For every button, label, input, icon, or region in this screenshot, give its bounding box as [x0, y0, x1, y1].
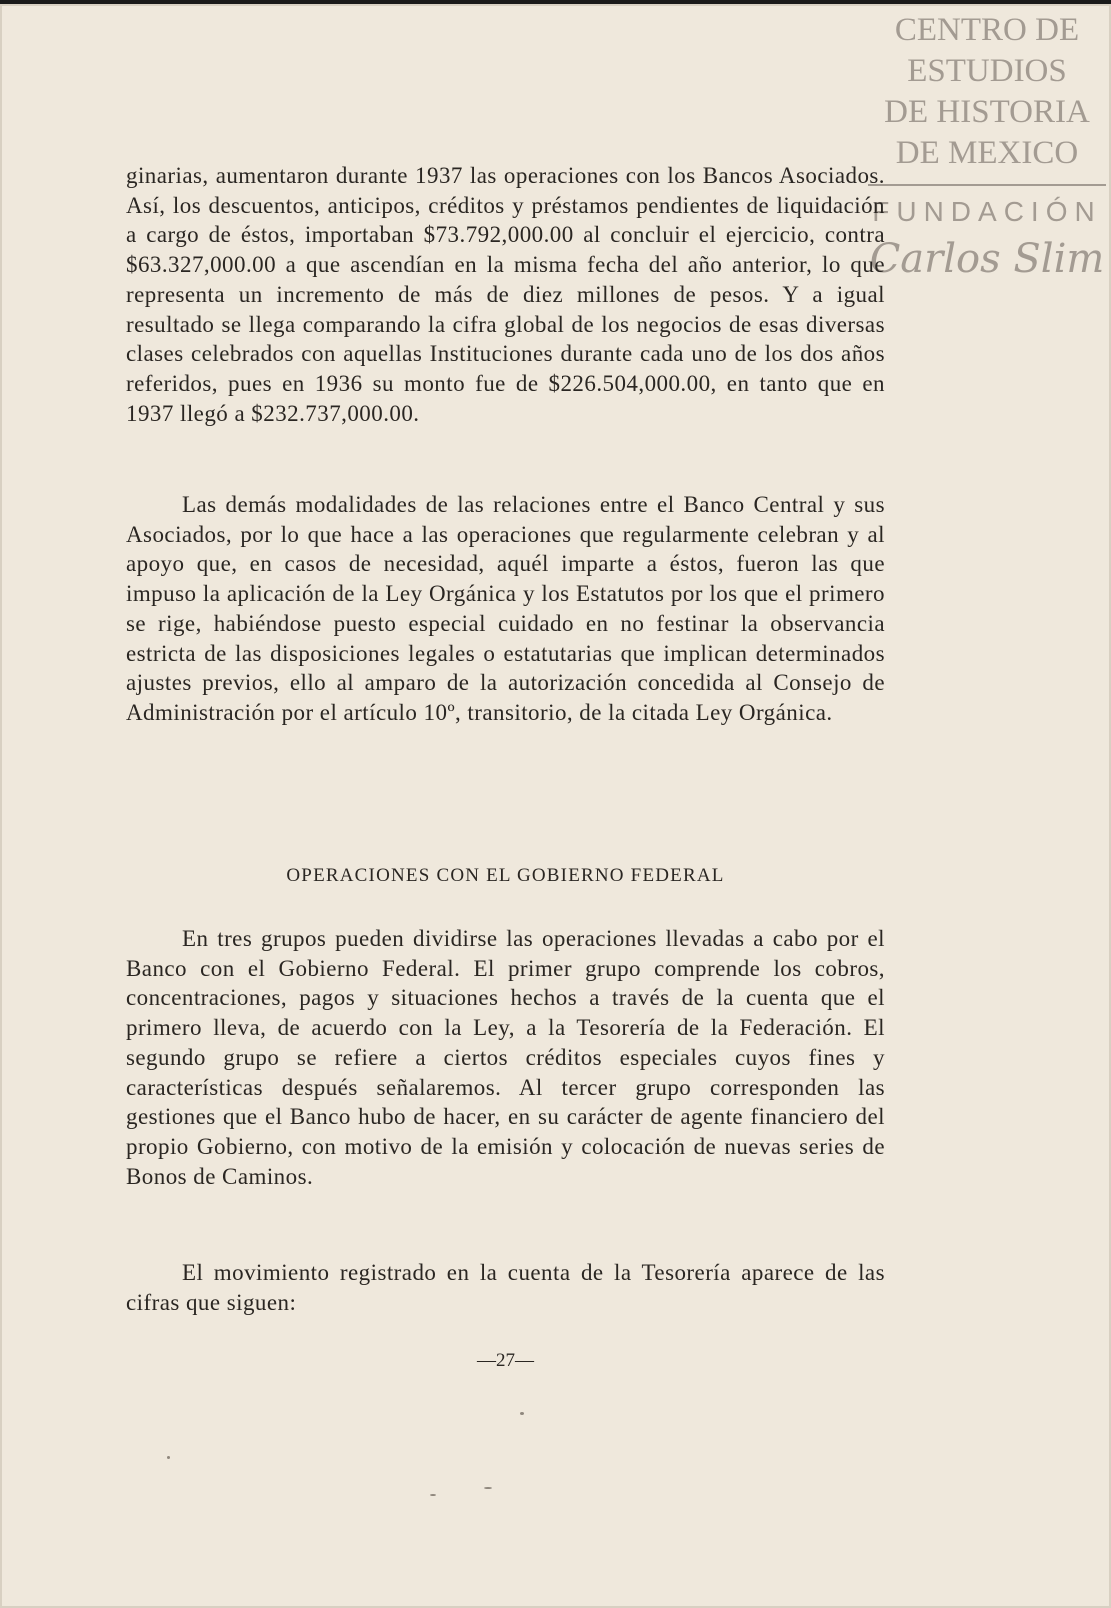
paragraph-text: Las demás modalidades de las relaciones entre el Banco Central y sus Asociados, por lo que hace a las operaciones que regularmente celebran y al apoyo que, en casos de necesidad, aquél imparte a éstos, fueron las que impuso la aplicación de la Ley Orgánica y los Estatutos por los que el primero se rige, habiéndose puesto especial cuidado en no festinar la observancia estricta de las disposiciones legales o estatutarias que implican determinados ajustes previos, ello al amparo de la autorización concedida al Consejo de Administración por el artículo 10º, transitorio, de la citada Ley Orgánica.: [126, 492, 885, 725]
watermark-divider: [868, 184, 1106, 186]
paper-speck: [430, 1494, 436, 1496]
watermark-line: ESTUDIOS: [907, 53, 1067, 89]
watermark-line: DE MEXICO: [895, 135, 1079, 171]
document-page: [0, 4, 1111, 1608]
paragraph-1: [126, 161, 885, 428]
paragraph-3: [126, 924, 885, 1191]
paper-speck: [167, 1456, 170, 1459]
page-number: —27—: [477, 1350, 534, 1371]
watermark-stamp: [868, 10, 1106, 284]
section-heading: OPERACIONES CON EL GOBIERNO FEDERAL: [286, 865, 725, 886]
watermark-line: CENTRO DE: [894, 12, 1080, 48]
paper-speck: [484, 1487, 492, 1489]
watermark-signature: Carlos Slim: [869, 236, 1105, 282]
paragraph-2: [126, 490, 885, 728]
watermark-foundation: FUNDACIÓN: [872, 196, 1102, 227]
paragraph-text: El movimiento registrado en la cuenta de la Tesorería aparece de las cifras que siguen:: [126, 1260, 885, 1315]
paragraph-text: En tres grupos pueden dividirse las operaciones llevadas a cabo por el Banco con el Gobierno Federal. El primer grupo comprende los cobros, concentraciones, pagos y situaciones hechos a través de la cuenta que el primero lleva, de acuerdo con la Ley, a la Tesorería de la Federación. El segundo grupo se refiere a ciertos créditos especiales cuyos fines y características después señalaremos. Al tercer grupo corresponden las gestiones que el Banco hubo de hacer, en su carácter de agente financiero del propio Gobierno, con motivo de la emisión y colocación de nuevas series de Bonos de Caminos.: [126, 926, 885, 1189]
paragraph-text: ginarias, aumentaron durante 1937 las operaciones con los Bancos Asociados. Así, los descuentos, anticipos, créditos y préstamos pendientes de liquidación a cargo de éstos, importaban $73.792,000.00 al concluir el ejercicio, contra $63.327,000.00 a que ascendían en la misma fecha del año anterior, lo que representa un incremento de más de diez millones de pesos. Y a igual resultado se llega comparando la cifra global de los negocios de esas diversas clases celebrados con aquellas Instituciones durante cada uno de los dos años referidos, pues en 1936 su monto fue de $226.504,000.00, en tanto que en 1937 llegó a $232.737,000.00.: [126, 163, 885, 426]
paper-speck: [520, 1412, 524, 1415]
paragraph-4: [126, 1258, 885, 1317]
watermark-line: DE HISTORIA: [884, 94, 1090, 130]
